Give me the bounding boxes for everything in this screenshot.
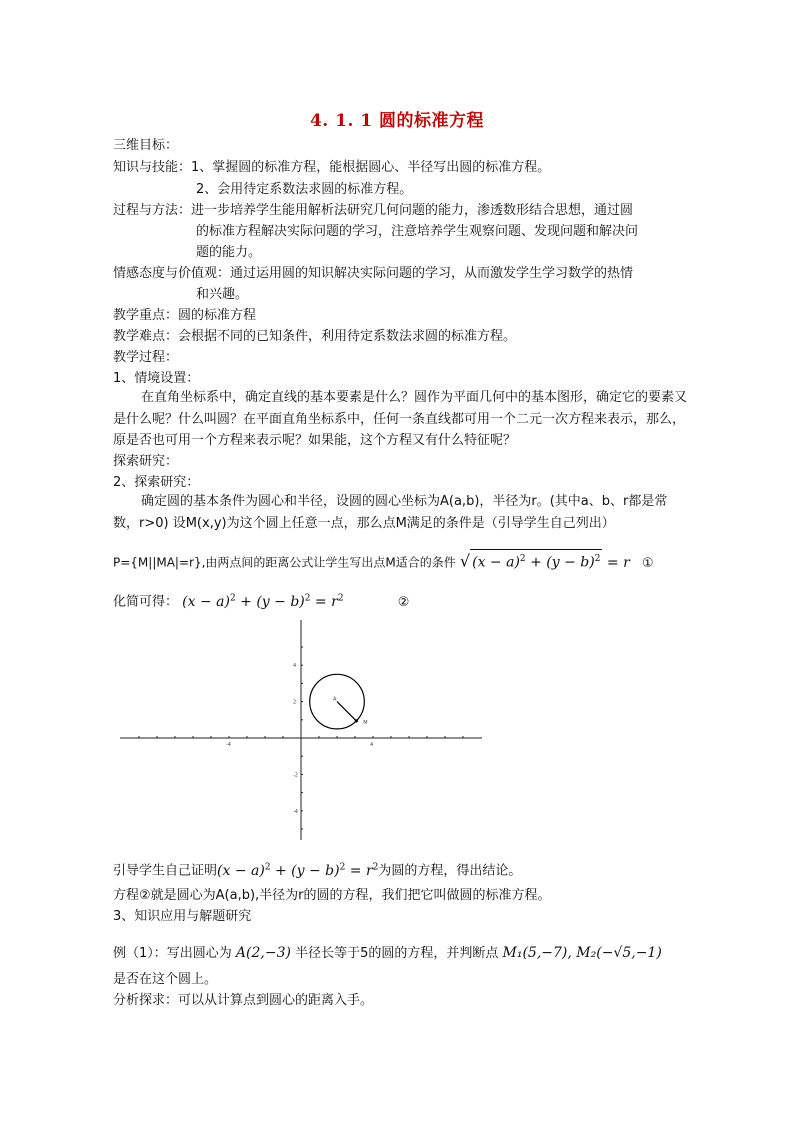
prove-equation: $(x - a)^2 + (y - b)^2 = r^2$ [217, 862, 379, 879]
difficulty: 教学难点：会根据不同的已知条件，利用待定系数法求圆的标准方程。 [113, 329, 517, 344]
y-tick-label: 2 [293, 699, 297, 706]
attitude-text-1: 通过运用圆的知识解决实际问题的学习，从而激发学生学习数学的热情 [230, 266, 634, 281]
y-tick-label: 4 [293, 663, 297, 670]
standard-equation: $(x - a)^2 + (y - b)^2 = r^2$ [182, 593, 344, 610]
prove-line [113, 858, 521, 881]
process-text-1: 进一步培养学生能用解析法研究几何问题的能力，渗透数形结合思想，通过圆 [191, 203, 634, 218]
simplify-line [113, 589, 409, 612]
equation-mark-1: ① [641, 555, 654, 571]
x-tick-label: 4 [370, 742, 374, 748]
radius-segment [337, 702, 356, 721]
process-text-3: 题的能力。 [196, 245, 262, 260]
point-m-label: M [363, 719, 368, 726]
distance-equation: √ $(x - a)^2 + (y - b)^2 = r$ [460, 555, 630, 571]
page-title: 4. 1. 1 圆的标准方程 [309, 111, 485, 131]
example-pre: 例（1）：写出圆心为 [113, 946, 232, 961]
attitude-text-2: 和兴趣。 [196, 287, 249, 302]
condition-line [113, 549, 654, 573]
example-end: 是否在这个圆上。 [113, 972, 218, 987]
process-heading: 教学过程： [113, 350, 179, 365]
process-line-1 [113, 202, 633, 220]
equation-mark-2: ② [397, 594, 410, 610]
simplify-label: 化简可得： [113, 594, 179, 610]
process-label: 过程与方法： [113, 203, 192, 218]
section1-paragraph [113, 387, 688, 452]
section1-heading: 1、情境设置： [113, 371, 200, 386]
section3-heading: 3、知识应用与解题研究 [113, 909, 252, 924]
section2-heading: 2、探索研究： [113, 475, 200, 490]
attitude-line-1 [113, 265, 633, 283]
knowledge-item-1: 1、掌握圆的标准方程，能根据圆心、半径写出圆的标准方程。 [191, 160, 551, 175]
knowledge-item-2: 2、会用待定系数法求圆的标准方程。 [196, 182, 413, 197]
key-point: 教学重点：圆的标准方程 [113, 308, 257, 323]
attitude-label: 情感态度与价值观： [113, 266, 231, 281]
example-line [113, 944, 662, 963]
prove-pre: 引导学生自己证明 [113, 863, 218, 879]
conclusion: 方程②就是圆心为A(a,b),半径为r的圆的方程，我们把它叫做圆的标准方程。 [113, 888, 551, 903]
set-text: P={M||MA|=r},由两点间的距离公式让学生写出点M适合的条件 [113, 555, 456, 570]
section2-paragraph [113, 491, 688, 534]
explore-label: 探索研究： [113, 454, 179, 469]
y-tick-label: -2 [293, 772, 298, 779]
example-points: M₁(5,−7), M₂(−√5,−1) [502, 945, 662, 961]
section2-text: 确定圆的基本条件为圆心和半径，设圆的圆心坐标为A(a,b)，半径为r。(其中a、b、r都是常数，r>0) 设M(x,y)为这个圆上任意一点，那么点M满足的条件是（引导学生自己列出） [113, 494, 668, 531]
center-label: A [333, 696, 337, 703]
objectives-heading: 三维目标： [113, 138, 179, 153]
prove-post: 为圆的方程，得出结论。 [378, 863, 522, 879]
analysis: 分析探求：可以从计算点到圆心的距离入手。 [113, 993, 374, 1008]
section1-text: 在直角坐标系中，确定直线的基本要素是什么？圆作为平面几何中的基本图形，确定它的要素又是什么呢？什么叫圆？在平面直角坐标系中，任何一条直线都可用一个二元一次方程来表示，那么，原是否也可用一个方程来表示呢？如果能，这个方程又有什么特征呢？ [113, 390, 688, 448]
coordinate-graph [110, 615, 490, 845]
knowledge-label: 知识与技能： [113, 160, 192, 175]
process-text-2: 的标准方程解决实际问题的学习，注意培养学生观察问题、发现问题和解决问 [196, 224, 639, 239]
example-center: A(2,−3) [235, 945, 291, 961]
example-mid: 半径长等于5的圆的方程，并判断点 [295, 946, 499, 961]
knowledge-line-1 [113, 159, 550, 177]
x-tick-label: -4 [226, 742, 231, 748]
y-tick-label: -4 [293, 808, 298, 815]
point-m-dot [355, 719, 358, 722]
